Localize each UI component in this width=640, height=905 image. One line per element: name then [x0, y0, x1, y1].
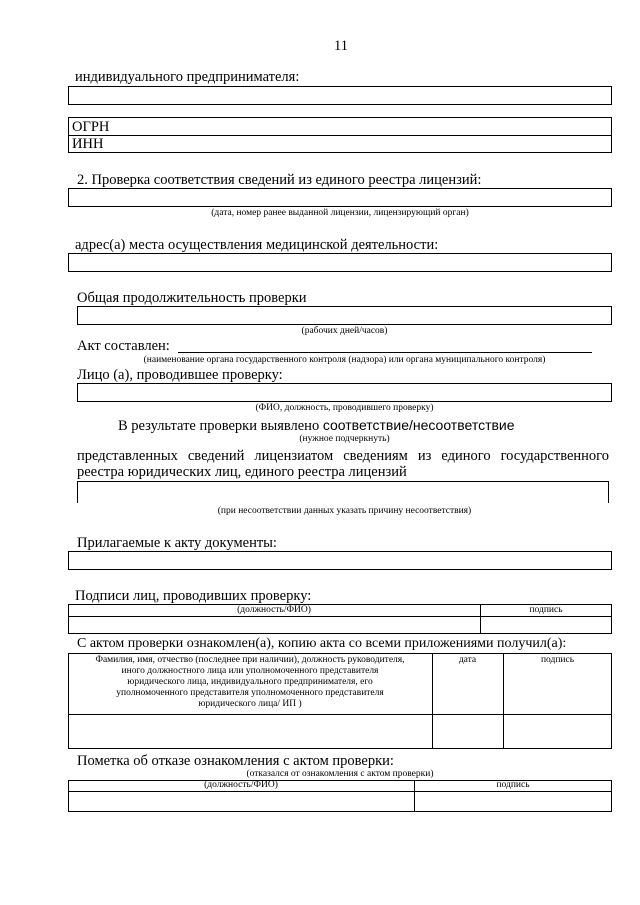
- registry-check-title: 2. Проверка соответствия сведений из единого реестра лицензий:: [77, 172, 482, 188]
- mismatch-field[interactable]: [77, 481, 609, 503]
- refusal-label: Пометка об отказе ознакомления с актом проверки:: [77, 753, 394, 769]
- inspector-caption: (ФИО, должность, проводившего проверку): [255, 403, 434, 413]
- familiarized-col-signature: подпись: [540, 655, 575, 665]
- attachments-label: Прилагаемые к акту документы:: [77, 535, 277, 551]
- act-made-underline[interactable]: [178, 352, 592, 353]
- refusal-col-signature: подпись: [496, 780, 530, 790]
- familiarized-person-cell[interactable]: [69, 715, 431, 748]
- signatures-position-cell[interactable]: [69, 617, 479, 633]
- inn-label: ИНН: [72, 136, 104, 152]
- refusal-position-cell[interactable]: [69, 792, 413, 811]
- inspector-field[interactable]: [77, 383, 612, 402]
- refusal-caption: (отказался от ознакомления с актом проверки): [246, 769, 434, 779]
- result-caption: (нужное подчеркнуть): [299, 434, 390, 444]
- result-line-2: реестра юридических лиц, единого реестра лицензий: [77, 464, 407, 480]
- registry-check-field[interactable]: [68, 188, 612, 207]
- duration-field[interactable]: [77, 306, 612, 325]
- refusal-col-position: (должность/ФИО): [204, 780, 278, 790]
- signatures-col-position: (должность/ФИО): [237, 605, 311, 615]
- attachments-field[interactable]: [68, 551, 612, 570]
- signatures-signature-cell[interactable]: [481, 617, 611, 633]
- result-options: соответствие/несоответствие: [322, 417, 515, 433]
- entrepreneur-label: индивидуального предпринимателя:: [75, 69, 300, 85]
- familiarized-col-person-line: юридического лица/ ИП ): [198, 699, 302, 709]
- inspector-label: Лицо (а), проводившее проверку:: [77, 367, 283, 383]
- familiarized-label: С актом проверки ознакомлен(а), копию акта со всеми приложениями получил(а):: [77, 636, 567, 651]
- familiarized-col-person-line: юридического лица, индивидуального предпринимателя, его: [127, 677, 373, 687]
- ogrn-label: ОГРН: [72, 119, 110, 135]
- familiarized-col-person: [68, 655, 432, 710]
- familiarized-date-cell[interactable]: [433, 715, 502, 748]
- familiarized-col-person-line: иного должностного лица или уполномоченного представителя: [121, 666, 379, 676]
- familiarized-col-person-line: Фамилия, имя, отчество (последнее при наличии), должность руководителя,: [95, 655, 405, 665]
- entrepreneur-field[interactable]: [68, 86, 612, 105]
- result-prefix: В результате проверки выявлено: [118, 418, 323, 434]
- duration-label: Общая продолжительность проверки: [77, 290, 307, 306]
- registry-check-caption: (дата, номер ранее выданной лицензии, лицензирующий орган): [211, 208, 469, 218]
- address-field[interactable]: [68, 253, 612, 272]
- address-label: адрес(а) места осуществления медицинской деятельности:: [75, 237, 439, 253]
- familiarized-col-person-line: уполномоченного представителя уполномоченного представителя: [116, 688, 384, 698]
- duration-caption: (рабочих дней/часов): [301, 326, 388, 336]
- familiarized-col-date: дата: [458, 655, 477, 665]
- result-statement: [118, 417, 515, 434]
- act-made-label: Акт составлен:: [77, 338, 170, 354]
- refusal-signature-cell[interactable]: [415, 792, 611, 811]
- ogrn-inn-divider: [68, 135, 612, 136]
- familiarized-signature-cell[interactable]: [504, 715, 611, 748]
- signatures-col-signature: подпись: [529, 605, 563, 615]
- result-line-1: представленных сведений лицензиатом сведениям из единого государственного: [77, 448, 609, 464]
- mismatch-caption: (при несоответствии данных указать причину несоответствия): [217, 506, 472, 516]
- signatures-label: Подписи лиц, проводивших проверку:: [75, 588, 312, 604]
- act-made-caption: (наименование органа государственного контроля (надзора) или органа муниципального контроля): [143, 355, 546, 365]
- page-number: 11: [334, 38, 348, 54]
